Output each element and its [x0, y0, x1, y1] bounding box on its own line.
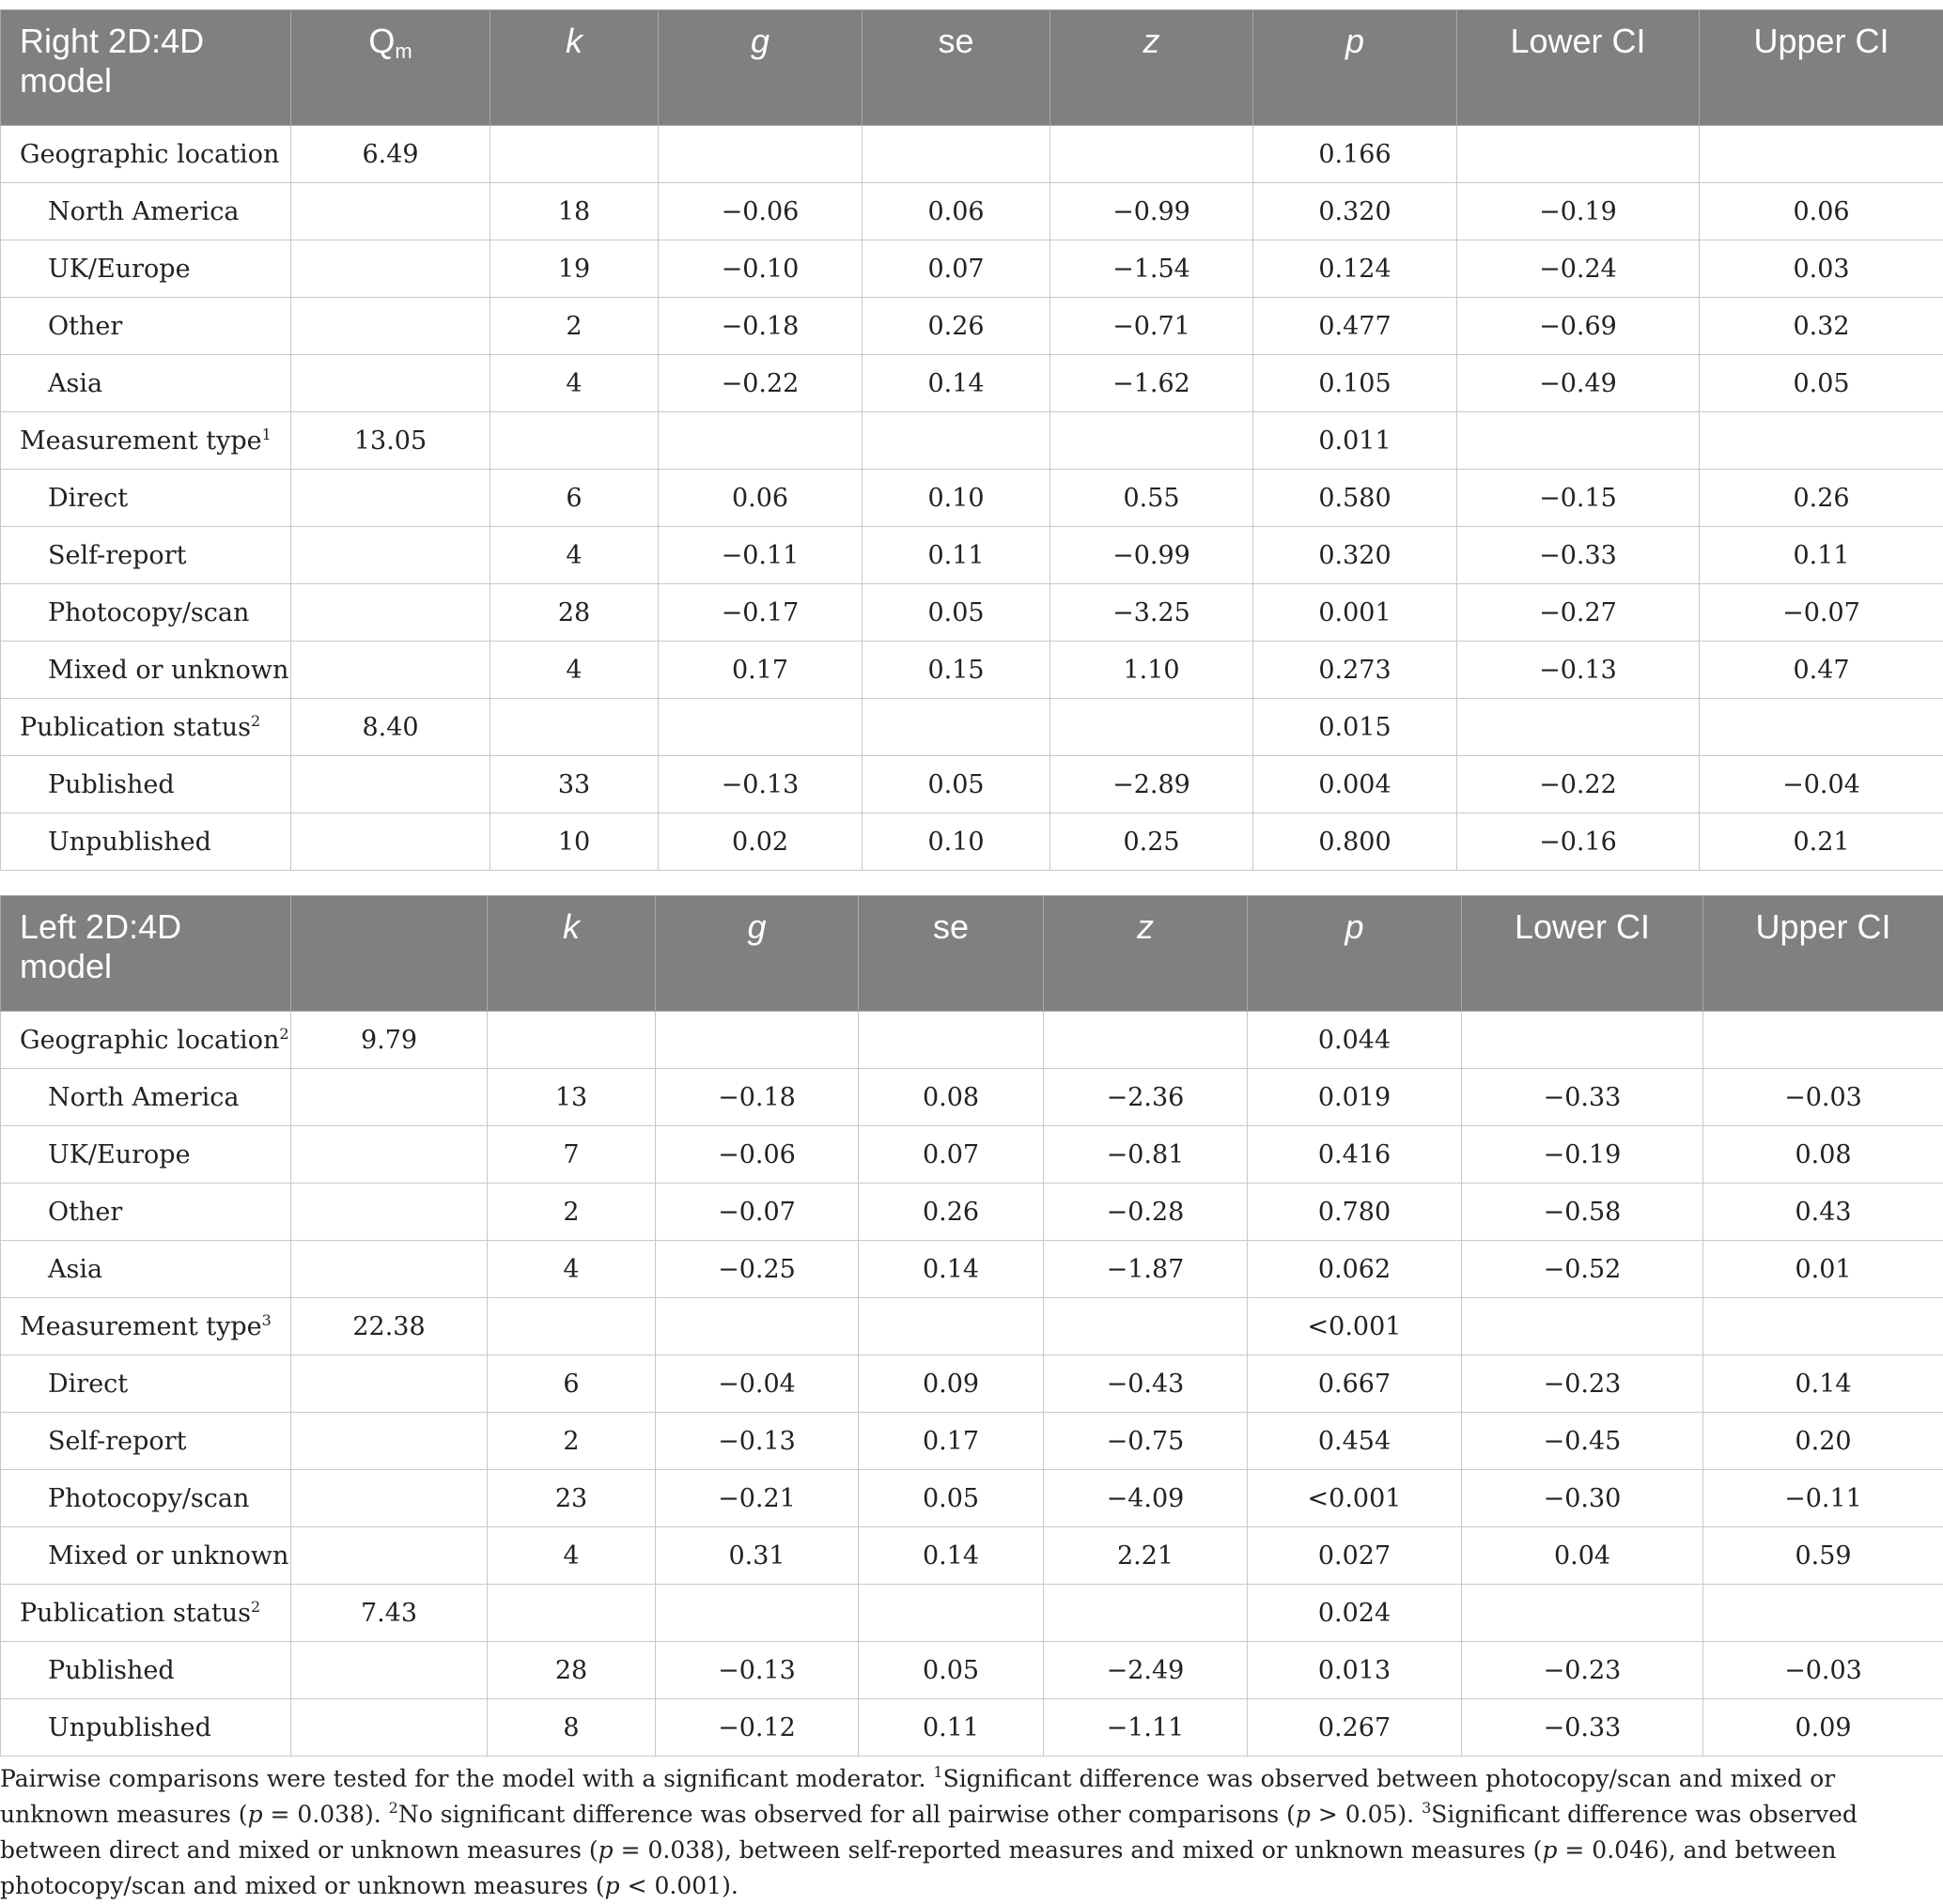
- z-cell: [1044, 1298, 1248, 1355]
- z-cell: −0.81: [1044, 1126, 1248, 1184]
- p-cell: <0.001: [1248, 1298, 1462, 1355]
- qm-cell: [291, 240, 490, 298]
- upper-ci-cell: −0.03: [1703, 1642, 1943, 1699]
- se-cell: [859, 1012, 1044, 1069]
- upper-ci-cell: 0.09: [1703, 1699, 1943, 1757]
- se-cell: 0.26: [863, 298, 1050, 355]
- g-cell: −0.11: [659, 527, 863, 584]
- qm-cell: [291, 183, 490, 240]
- qm-cell: [291, 1069, 488, 1126]
- g-cell: −0.13: [656, 1642, 859, 1699]
- se-cell: 0.10: [863, 813, 1050, 871]
- z-cell: [1050, 412, 1253, 470]
- upper-ci-cell: 0.01: [1703, 1241, 1943, 1298]
- z-cell: −2.49: [1044, 1642, 1248, 1699]
- qm-cell: [291, 527, 490, 584]
- row-label: Published: [1, 1642, 291, 1699]
- se-cell: 0.09: [859, 1355, 1044, 1413]
- qm-cell: [291, 1241, 488, 1298]
- row-label: Asia: [1, 355, 291, 412]
- se-cell: 0.26: [859, 1184, 1044, 1241]
- lower-ci-cell: −0.33: [1457, 527, 1700, 584]
- header-upper-ci: Upper CI: [1703, 896, 1943, 1012]
- header-upper-ci: Upper CI: [1700, 10, 1943, 126]
- qm-cell: [291, 584, 490, 642]
- lower-ci-cell: −0.30: [1462, 1470, 1703, 1527]
- row-label: UK/Europe: [1, 1126, 291, 1184]
- upper-ci-cell: −0.11: [1703, 1470, 1943, 1527]
- z-cell: −0.99: [1050, 183, 1253, 240]
- lower-ci-cell: −0.27: [1457, 584, 1700, 642]
- header-g: g: [656, 896, 859, 1012]
- table-footnote: Pairwise comparisons were tested for the model with a significant moderator. $^1$Significant difference was observed between photocopy/scan and mixed or unknown measures (p = 0.038). $^2$No significant difference was observed for all pairwise other comparisons (p > 0.05). $^3$Significant difference was observed between direct and mixed or unknown measures (p = 0.038), between self-reported measures and mixed or unknown measures (p = 0.046), and between photocopy/scan and mixed or unknown measures (p < 0.001).: [0, 1761, 1935, 1904]
- lower-ci-cell: −0.22: [1457, 756, 1700, 813]
- se-cell: 0.05: [863, 756, 1050, 813]
- lower-ci-cell: −0.23: [1462, 1642, 1703, 1699]
- table-row: [1, 1126, 1943, 1184]
- right-2d4d-table: [0, 9, 1943, 871]
- g-cell: −0.13: [656, 1413, 859, 1470]
- qm-cell: [291, 813, 490, 871]
- k-cell: [490, 412, 659, 470]
- table-row: [1, 1355, 1943, 1413]
- table-row: [1, 1241, 1943, 1298]
- lower-ci-cell: [1462, 1585, 1703, 1642]
- g-cell: −0.22: [659, 355, 863, 412]
- table-row: [1, 126, 1943, 183]
- g-cell: −0.13: [659, 756, 863, 813]
- table-row: [1, 756, 1943, 813]
- row-label: Geographic location$^2$: [1, 1012, 291, 1069]
- se-cell: 0.07: [859, 1126, 1044, 1184]
- k-cell: 10: [490, 813, 659, 871]
- header-se: se: [859, 896, 1044, 1012]
- row-label: Mixed or unknown: [1, 642, 291, 699]
- z-cell: −1.11: [1044, 1699, 1248, 1757]
- upper-ci-cell: 0.21: [1700, 813, 1943, 871]
- p-cell: <0.001: [1248, 1470, 1462, 1527]
- g-cell: −0.07: [656, 1184, 859, 1241]
- qm-cell: [291, 1126, 488, 1184]
- p-cell: 0.780: [1248, 1184, 1462, 1241]
- table-row: [1, 1699, 1943, 1757]
- qm-cell: [291, 1699, 488, 1757]
- table-row: [1, 1527, 1943, 1585]
- p-cell: 0.416: [1248, 1126, 1462, 1184]
- k-cell: 4: [490, 642, 659, 699]
- g-cell: [659, 412, 863, 470]
- header-z: z: [1044, 896, 1248, 1012]
- p-cell: 0.024: [1248, 1585, 1462, 1642]
- row-label: Unpublished: [1, 813, 291, 871]
- se-cell: 0.05: [859, 1642, 1044, 1699]
- upper-ci-cell: 0.20: [1703, 1413, 1943, 1470]
- z-cell: −0.71: [1050, 298, 1253, 355]
- g-cell: −0.04: [656, 1355, 859, 1413]
- k-cell: [488, 1585, 656, 1642]
- lower-ci-cell: [1457, 699, 1700, 756]
- upper-ci-cell: [1703, 1012, 1943, 1069]
- g-cell: [656, 1012, 859, 1069]
- lower-ci-cell: −0.19: [1462, 1126, 1703, 1184]
- z-cell: −2.89: [1050, 756, 1253, 813]
- g-cell: [659, 126, 863, 183]
- lower-ci-cell: −0.45: [1462, 1413, 1703, 1470]
- p-cell: 0.267: [1248, 1699, 1462, 1757]
- row-label: Mixed or unknown: [1, 1527, 291, 1585]
- left-table-body: [1, 1012, 1943, 1757]
- qm-cell: 8.40: [291, 699, 490, 756]
- z-cell: −0.43: [1044, 1355, 1248, 1413]
- g-cell: −0.21: [656, 1470, 859, 1527]
- table-row: [1, 183, 1943, 240]
- qm-cell: 22.38: [291, 1298, 488, 1355]
- se-cell: 0.05: [863, 584, 1050, 642]
- footnote-marker: 2: [279, 1025, 288, 1043]
- row-label: Self-report: [1, 1413, 291, 1470]
- qm-cell: [291, 1355, 488, 1413]
- z-cell: [1044, 1012, 1248, 1069]
- p-cell: 0.580: [1253, 470, 1457, 527]
- table-row: [1, 470, 1943, 527]
- p-cell: 0.013: [1248, 1642, 1462, 1699]
- z-cell: [1050, 126, 1253, 183]
- k-cell: 23: [488, 1470, 656, 1527]
- k-cell: 6: [490, 470, 659, 527]
- p-cell: 0.062: [1248, 1241, 1462, 1298]
- p-cell: 0.800: [1253, 813, 1457, 871]
- footnote-marker: 1: [262, 426, 272, 443]
- lower-ci-cell: −0.16: [1457, 813, 1700, 871]
- footnote-marker: 2: [251, 712, 260, 730]
- upper-ci-cell: −0.03: [1703, 1069, 1943, 1126]
- k-cell: [488, 1298, 656, 1355]
- row-label: Photocopy/scan: [1, 584, 291, 642]
- row-label: Other: [1, 298, 291, 355]
- upper-ci-cell: 0.26: [1700, 470, 1943, 527]
- lower-ci-cell: −0.69: [1457, 298, 1700, 355]
- z-cell: −0.99: [1050, 527, 1253, 584]
- lower-ci-cell: −0.13: [1457, 642, 1700, 699]
- p-cell: 0.273: [1253, 642, 1457, 699]
- table-row: [1, 1012, 1943, 1069]
- table-row: [1, 1184, 1943, 1241]
- lower-ci-cell: [1462, 1298, 1703, 1355]
- se-cell: 0.15: [863, 642, 1050, 699]
- header-p: p: [1248, 896, 1462, 1012]
- k-cell: 2: [488, 1184, 656, 1241]
- table-row: [1, 1298, 1943, 1355]
- lower-ci-cell: −0.33: [1462, 1699, 1703, 1757]
- qm-cell: [291, 355, 490, 412]
- table-row: [1, 584, 1943, 642]
- row-label: Publication status$^2$: [1, 1585, 291, 1642]
- upper-ci-cell: [1700, 699, 1943, 756]
- qm-cell: 6.49: [291, 126, 490, 183]
- g-cell: −0.06: [656, 1126, 859, 1184]
- row-label: Measurement type$^3$: [1, 1298, 291, 1355]
- lower-ci-cell: [1462, 1012, 1703, 1069]
- z-cell: −2.36: [1044, 1069, 1248, 1126]
- header-se: se: [863, 10, 1050, 126]
- p-cell: 0.015: [1253, 699, 1457, 756]
- se-cell: 0.11: [859, 1699, 1044, 1757]
- right-table-body: [1, 126, 1943, 871]
- row-label: North America: [1, 183, 291, 240]
- g-cell: 0.31: [656, 1527, 859, 1585]
- upper-ci-cell: 0.05: [1700, 355, 1943, 412]
- z-cell: −4.09: [1044, 1470, 1248, 1527]
- se-cell: [859, 1585, 1044, 1642]
- row-label: North America: [1, 1069, 291, 1126]
- header-lower-ci: Lower CI: [1457, 10, 1700, 126]
- z-cell: −1.54: [1050, 240, 1253, 298]
- p-cell: 0.011: [1253, 412, 1457, 470]
- row-label: Publication status$^2$: [1, 699, 291, 756]
- header-p: p: [1253, 10, 1457, 126]
- upper-ci-cell: 0.59: [1703, 1527, 1943, 1585]
- k-cell: [490, 126, 659, 183]
- k-cell: 8: [488, 1699, 656, 1757]
- row-label: Self-report: [1, 527, 291, 584]
- qm-cell: [291, 1527, 488, 1585]
- se-cell: 0.14: [863, 355, 1050, 412]
- k-cell: 28: [490, 584, 659, 642]
- header-lower-ci: Lower CI: [1462, 896, 1703, 1012]
- p-cell: 0.001: [1253, 584, 1457, 642]
- row-label: Photocopy/scan: [1, 1470, 291, 1527]
- se-cell: [863, 126, 1050, 183]
- p-cell: 0.105: [1253, 355, 1457, 412]
- header-model: Left 2D:4D model: [1, 896, 291, 1012]
- z-cell: 1.10: [1050, 642, 1253, 699]
- k-cell: 33: [490, 756, 659, 813]
- z-cell: −0.75: [1044, 1413, 1248, 1470]
- lower-ci-cell: −0.58: [1462, 1184, 1703, 1241]
- g-cell: 0.17: [659, 642, 863, 699]
- qm-cell: [291, 1184, 488, 1241]
- upper-ci-cell: −0.04: [1700, 756, 1943, 813]
- se-cell: 0.07: [863, 240, 1050, 298]
- table-row: [1, 240, 1943, 298]
- table-row: [1, 699, 1943, 756]
- lower-ci-cell: −0.33: [1462, 1069, 1703, 1126]
- table-row: [1, 1413, 1943, 1470]
- p-cell: 0.019: [1248, 1069, 1462, 1126]
- g-cell: −0.12: [656, 1699, 859, 1757]
- qm-cell: [291, 642, 490, 699]
- upper-ci-cell: 0.03: [1700, 240, 1943, 298]
- table-row: [1, 1069, 1943, 1126]
- qm-cell: [291, 1470, 488, 1527]
- row-label: UK/Europe: [1, 240, 291, 298]
- g-cell: −0.17: [659, 584, 863, 642]
- g-cell: −0.25: [656, 1241, 859, 1298]
- lower-ci-cell: 0.04: [1462, 1527, 1703, 1585]
- upper-ci-cell: [1700, 412, 1943, 470]
- header-row: [1, 10, 1943, 126]
- k-cell: 6: [488, 1355, 656, 1413]
- se-cell: 0.11: [863, 527, 1050, 584]
- footnote-marker: 2: [251, 1598, 260, 1616]
- z-cell: [1050, 699, 1253, 756]
- p-cell: 0.454: [1248, 1413, 1462, 1470]
- row-label: Other: [1, 1184, 291, 1241]
- header-g: g: [659, 10, 863, 126]
- k-cell: [488, 1012, 656, 1069]
- p-cell: 0.320: [1253, 527, 1457, 584]
- se-cell: 0.14: [859, 1527, 1044, 1585]
- upper-ci-cell: 0.47: [1700, 642, 1943, 699]
- table-row: [1, 298, 1943, 355]
- lower-ci-cell: −0.24: [1457, 240, 1700, 298]
- se-cell: 0.06: [863, 183, 1050, 240]
- g-cell: −0.06: [659, 183, 863, 240]
- se-cell: 0.08: [859, 1069, 1044, 1126]
- p-cell: 0.044: [1248, 1012, 1462, 1069]
- table-row: [1, 642, 1943, 699]
- lower-ci-cell: [1457, 412, 1700, 470]
- g-cell: 0.06: [659, 470, 863, 527]
- lower-ci-cell: −0.15: [1457, 470, 1700, 527]
- row-label: Asia: [1, 1241, 291, 1298]
- g-cell: [659, 699, 863, 756]
- p-cell: 0.027: [1248, 1527, 1462, 1585]
- g-cell: [656, 1298, 859, 1355]
- k-cell: 4: [490, 355, 659, 412]
- g-cell: −0.18: [656, 1069, 859, 1126]
- row-label: Measurement type$^1$: [1, 412, 291, 470]
- qm-cell: 7.43: [291, 1585, 488, 1642]
- upper-ci-cell: 0.14: [1703, 1355, 1943, 1413]
- se-cell: [863, 412, 1050, 470]
- p-cell: 0.166: [1253, 126, 1457, 183]
- header-qm: $Q_m$: [291, 10, 490, 126]
- p-cell: 0.124: [1253, 240, 1457, 298]
- lower-ci-cell: [1457, 126, 1700, 183]
- se-cell: 0.05: [859, 1470, 1044, 1527]
- k-cell: 4: [488, 1527, 656, 1585]
- z-cell: −3.25: [1050, 584, 1253, 642]
- row-label: Geographic location: [1, 126, 291, 183]
- z-cell: [1044, 1585, 1248, 1642]
- qm-cell: [291, 1642, 488, 1699]
- lower-ci-cell: −0.49: [1457, 355, 1700, 412]
- z-cell: −0.28: [1044, 1184, 1248, 1241]
- p-cell: 0.004: [1253, 756, 1457, 813]
- upper-ci-cell: 0.06: [1700, 183, 1943, 240]
- qm-cell: [291, 756, 490, 813]
- row-label: Published: [1, 756, 291, 813]
- table-row: [1, 1585, 1943, 1642]
- z-cell: 0.55: [1050, 470, 1253, 527]
- se-cell: 0.17: [859, 1413, 1044, 1470]
- k-cell: 4: [490, 527, 659, 584]
- qm-cell: 9.79: [291, 1012, 488, 1069]
- z-cell: 2.21: [1044, 1527, 1248, 1585]
- upper-ci-cell: −0.07: [1700, 584, 1943, 642]
- p-cell: 0.320: [1253, 183, 1457, 240]
- row-label: Unpublished: [1, 1699, 291, 1757]
- qm-cell: [291, 470, 490, 527]
- header-k: k: [490, 10, 659, 126]
- p-cell: 0.477: [1253, 298, 1457, 355]
- header-k: k: [488, 896, 656, 1012]
- upper-ci-cell: [1703, 1298, 1943, 1355]
- z-cell: 0.25: [1050, 813, 1253, 871]
- k-cell: 19: [490, 240, 659, 298]
- g-cell: −0.18: [659, 298, 863, 355]
- header-z: z: [1050, 10, 1253, 126]
- lower-ci-cell: −0.19: [1457, 183, 1700, 240]
- lower-ci-cell: −0.23: [1462, 1355, 1703, 1413]
- table-row: [1, 813, 1943, 871]
- row-label: Direct: [1, 1355, 291, 1413]
- qm-cell: [291, 298, 490, 355]
- row-label: Direct: [1, 470, 291, 527]
- se-cell: 0.14: [859, 1241, 1044, 1298]
- k-cell: 2: [490, 298, 659, 355]
- p-cell: 0.667: [1248, 1355, 1462, 1413]
- z-cell: −1.62: [1050, 355, 1253, 412]
- header-empty: [291, 896, 488, 1012]
- k-cell: 13: [488, 1069, 656, 1126]
- k-cell: 7: [488, 1126, 656, 1184]
- k-cell: 2: [488, 1413, 656, 1470]
- se-cell: [859, 1298, 1044, 1355]
- g-cell: −0.10: [659, 240, 863, 298]
- table-row: [1, 1642, 1943, 1699]
- header-model: Right 2D:4D model: [1, 10, 291, 126]
- k-cell: 28: [488, 1642, 656, 1699]
- upper-ci-cell: 0.43: [1703, 1184, 1943, 1241]
- table-row: [1, 355, 1943, 412]
- qm-cell: [291, 1413, 488, 1470]
- k-cell: [490, 699, 659, 756]
- table-row: [1, 412, 1943, 470]
- se-cell: 0.10: [863, 470, 1050, 527]
- table-row: [1, 1470, 1943, 1527]
- footnote-marker: 3: [262, 1311, 272, 1329]
- k-cell: 18: [490, 183, 659, 240]
- g-cell: 0.02: [659, 813, 863, 871]
- k-cell: 4: [488, 1241, 656, 1298]
- qm-cell: 13.05: [291, 412, 490, 470]
- left-2d4d-table: [0, 895, 1943, 1757]
- z-cell: −1.87: [1044, 1241, 1248, 1298]
- g-cell: [656, 1585, 859, 1642]
- header-row: [1, 896, 1943, 1012]
- lower-ci-cell: −0.52: [1462, 1241, 1703, 1298]
- upper-ci-cell: 0.32: [1700, 298, 1943, 355]
- upper-ci-cell: 0.08: [1703, 1126, 1943, 1184]
- upper-ci-cell: [1700, 126, 1943, 183]
- upper-ci-cell: [1703, 1585, 1943, 1642]
- se-cell: [863, 699, 1050, 756]
- upper-ci-cell: 0.11: [1700, 527, 1943, 584]
- table-row: [1, 527, 1943, 584]
